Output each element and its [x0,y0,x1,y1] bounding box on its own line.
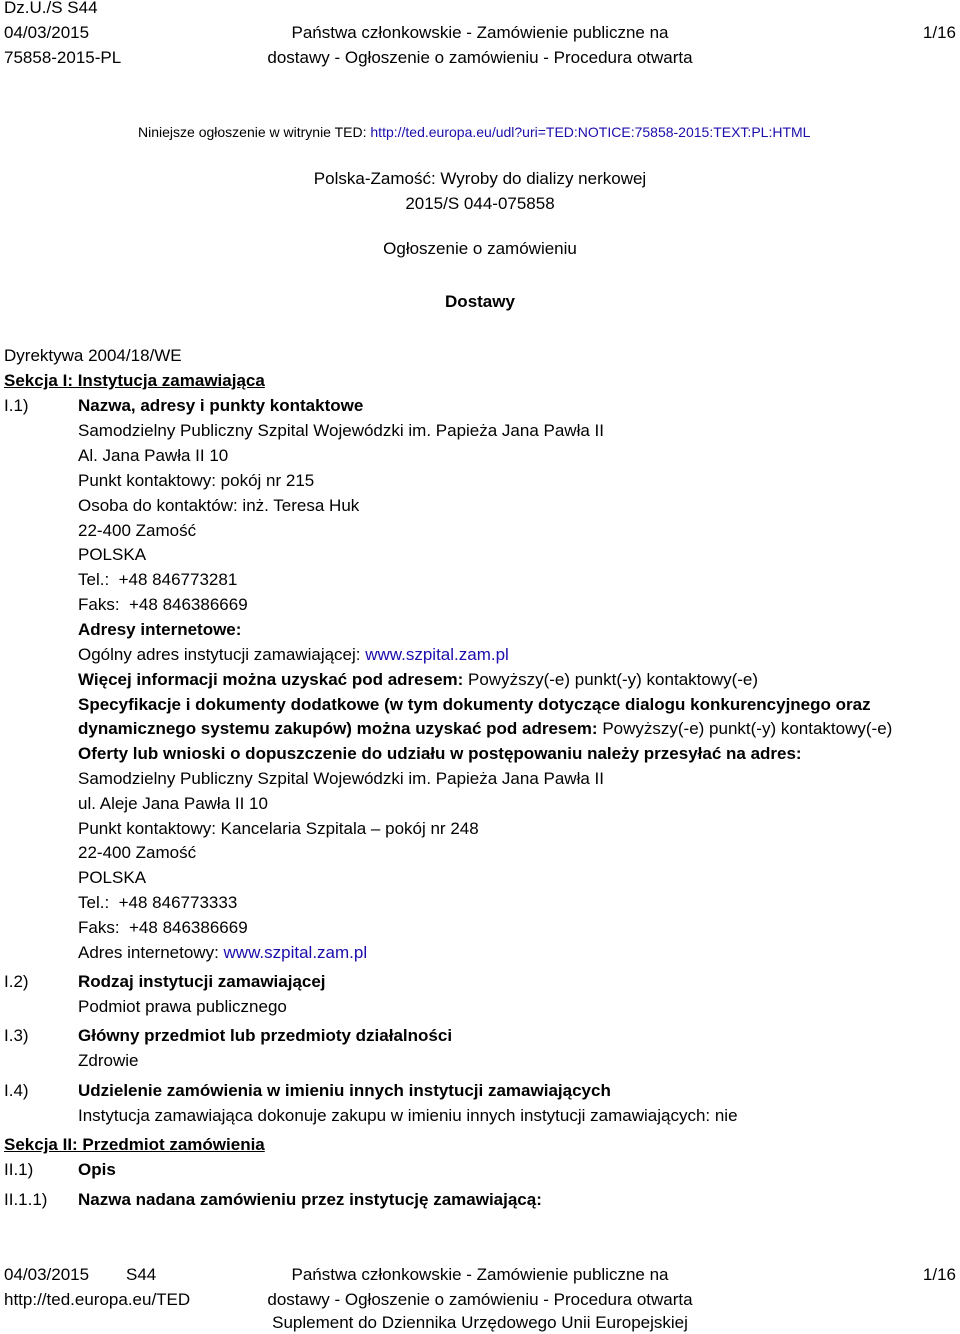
i1-fax: Faks: +48 846386669 [78,595,248,614]
footer-page-number: 1/16 [922,1265,956,1284]
i4-number: I.4) [4,1081,29,1100]
i1-spec-value: Powyższy(-e) punkt(-y) kontaktowy(-e) [602,719,893,738]
ii11-heading: Nazwa nadana zamówieniu przez instytucję zamawiającą: [78,1190,542,1209]
i1-offer-phone: Tel.: +48 846773333 [78,893,238,912]
title-line1: Polska-Zamość: Wyroby do dializy nerkowej [313,169,647,188]
header-title-line2: dostawy - Ogłoszenie o zamówieniu - Procedura otwarta [267,48,693,67]
i1-address-line: POLSKA [78,545,147,564]
footer-date: 04/03/2015 [4,1265,90,1284]
header-notice-id: 75858-2015-PL [4,48,122,67]
i1-general-address [78,642,509,667]
i1-address-line: 22-400 Zamość [78,521,197,540]
i3-heading: Główny przedmiot lub przedmioty działalności [78,1026,453,1045]
i1-number: I.1) [4,396,29,415]
header-title-line1: Państwa członkowskie - Zamówienie publiczne na [291,23,669,42]
directive: Dyrektywa 2004/18/WE [4,346,182,365]
section1-heading: Sekcja I: Instytucja zamawiająca [4,371,265,390]
i1-offer-line: POLSKA [78,868,147,887]
i4-heading: Udzielenie zamówienia w imieniu innych instytucji zamawiających [78,1081,611,1100]
i2-number: I.2) [4,972,29,991]
title-line3: Ogłoszenie o zamówieniu [383,239,577,258]
i1-phone: Tel.: +48 846773281 [78,570,238,589]
notice-prefix: Niniejsze ogłoszenie w witrynie TED: [138,124,371,140]
ii11-number: II.1.1) [4,1190,48,1209]
i1-spec-label-line2: dynamicznego systemu zakupów) można uzyskać pod adresem: [78,719,603,738]
i1-address-line: Osoba do kontaktów: inż. Teresa Huk [78,496,360,515]
i1-general-address-link[interactable]: www.szpital.zam.pl [365,645,509,664]
i1-more-info-label: Więcej informacji można uzyskać pod adresem: [78,670,469,689]
ii1-number: II.1) [4,1160,34,1179]
footer-title-line1: Państwa członkowskie - Zamówienie publiczne na [291,1265,669,1284]
footer-title-line2: dostawy - Ogłoszenie o zamówieniu - Procedura otwarta [267,1290,693,1309]
i2-heading: Rodzaj instytucji zamawiającej [78,972,326,991]
i1-more-info [78,667,758,692]
i1-offer-fax: Faks: +48 846386669 [78,918,248,937]
i1-offer-line: 22-400 Zamość [78,843,197,862]
i1-spec-line2 [78,716,892,741]
section2-heading: Sekcja II: Przedmiot zamówienia [4,1135,265,1154]
i1-offer-internet [78,940,367,965]
footer-supplement: Suplement do Dziennika Urzędowego Unii Europejskiej [272,1313,688,1332]
ii1-heading: Opis [78,1160,116,1179]
i1-offer-line: Samodzielny Publiczny Szpital Wojewódzki im. Papieża Jana Pawła II [78,769,604,788]
title-line2: 2015/S 044-075858 [405,194,555,213]
i3-value: Zdrowie [78,1051,139,1070]
title-line4: Dostawy [445,292,515,311]
i4-value: Instytucja zamawiająca dokonuje zakupu w imieniu innych instytucji zamawiających: nie [78,1106,738,1125]
i1-more-info-value: Powyższy(-e) punkt(-y) kontaktowy(-e) [468,670,759,689]
notice-link[interactable]: http://ted.europa.eu/udl?uri=TED:NOTICE:75858-2015:TEXT:PL:HTML [370,124,811,140]
header-page-number: 1/16 [922,23,956,42]
header-date: 04/03/2015 [4,23,90,42]
footer-issue: S44 [126,1265,157,1284]
i1-general-address-label: Ogólny adres instytucji zamawiającej: [78,645,366,664]
i2-value: Podmiot prawa publicznego [78,997,287,1016]
footer-ted-link[interactable]: http://ted.europa.eu/TED [4,1290,191,1309]
i1-offers-label: Oferty lub wnioski o dopuszczenie do udziału w postępowaniu należy przesyłać na adres: [78,744,802,763]
i1-internet-heading: Adresy internetowe: [78,620,242,639]
i1-spec-label-line1: Specyfikacje i dokumenty dodatkowe (w tym dokumenty dotyczące dialogu konkurencyjnego oraz [78,695,871,714]
i1-address-line: Punkt kontaktowy: pokój nr 215 [78,471,315,490]
notice-line [138,120,810,145]
i3-number: I.3) [4,1026,29,1045]
i1-heading: Nazwa, adresy i punkty kontaktowe [78,396,364,415]
header-journal-ref: Dz.U./S S44 [4,0,98,17]
i1-address-line: Samodzielny Publiczny Szpital Wojewódzki im. Papieża Jana Pawła II [78,421,604,440]
i1-address-line: Al. Jana Pawła II 10 [78,446,229,465]
i1-offer-line: ul. Aleje Jana Pawła II 10 [78,794,268,813]
i1-offer-line: Punkt kontaktowy: Kancelaria Szpitala – pokój nr 248 [78,819,479,838]
i1-offer-internet-link[interactable]: www.szpital.zam.pl [223,943,368,962]
i1-offer-internet-label: Adres internetowy: [78,943,224,962]
